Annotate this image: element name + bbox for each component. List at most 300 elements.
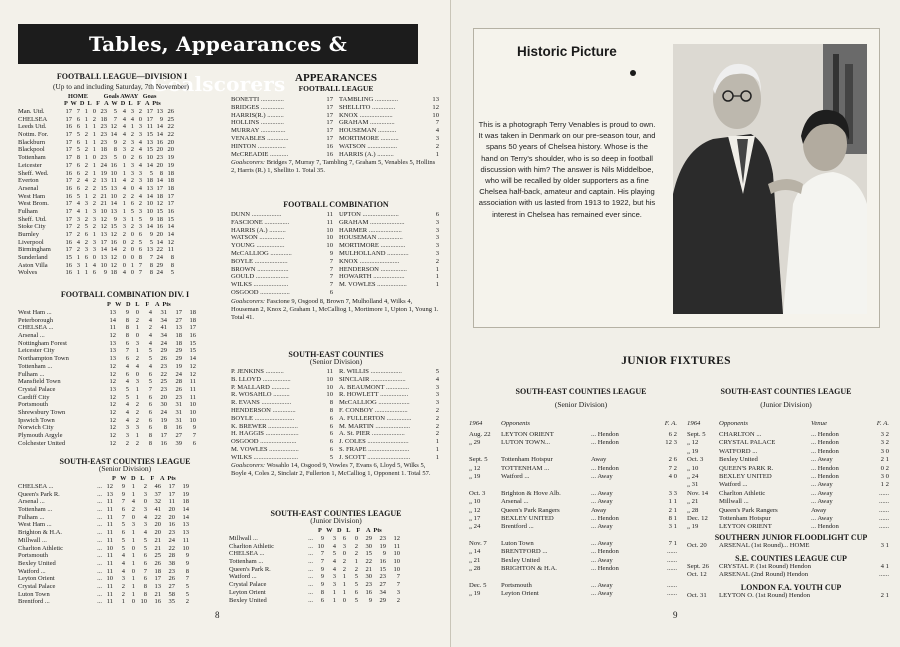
team-name: Fulham [18, 207, 38, 215]
table-cell: 2 [135, 408, 139, 416]
table-cell: 8 [143, 590, 147, 598]
table-cell: 23 [365, 581, 372, 589]
table-cell: 6 [342, 535, 346, 542]
player-count: 7 [329, 265, 333, 273]
fixture-row [469, 582, 684, 590]
div1-subtitle: (Up to and including Saturday, 7th November) [53, 82, 189, 91]
sec-senior-subtitle: (Senior Division) [98, 464, 152, 473]
sec-app-list [231, 368, 441, 462]
player-name: R. WILLIS ................... [339, 368, 402, 375]
table-cell: 30 [365, 542, 372, 550]
page-number-left: 8 [215, 610, 220, 620]
fixture-cell: 1964 [687, 420, 701, 427]
table-cell: 17 [100, 238, 107, 246]
table-row [18, 401, 228, 409]
table-row [18, 239, 228, 247]
table-cell: 3 [122, 223, 126, 231]
table-cell: 0 [130, 184, 134, 192]
player-count: 6 [329, 422, 333, 430]
table-cell: 5 [185, 590, 189, 598]
table-cell: 2 [396, 596, 400, 604]
team-name: Blackpool [18, 146, 45, 154]
table-cell: 17 [167, 200, 174, 208]
table-cell: 1 [122, 207, 126, 215]
table-cell: 8 [149, 261, 153, 269]
team-name: Crystal Palace [18, 582, 56, 590]
table-cell: 2 [76, 223, 80, 231]
table-cell: 20 [168, 506, 175, 514]
fixture-cell: ... Hendon [591, 439, 619, 447]
comb-title: FOOTBALL COMBINATION DIV. I [60, 290, 190, 299]
table-cell: 4 [125, 378, 129, 386]
fixture-cell [469, 448, 501, 456]
player-name: WILKS ..................... [231, 281, 289, 289]
team-name: Charlton Athletic [18, 544, 63, 552]
table-cell: 0 [130, 269, 134, 277]
table-cell: 24 [160, 339, 167, 347]
table-cell: 4 [121, 559, 125, 567]
table-cell: 7 [192, 432, 196, 439]
player-name: M. VOWLES .................. [339, 281, 407, 289]
fixture-cell: ...... [878, 571, 889, 579]
table-cell: 1 [342, 588, 346, 596]
table-cell: 5 [130, 207, 134, 215]
table-cell: 18 [156, 215, 163, 223]
table-row [18, 123, 228, 131]
table-cell: 20 [160, 393, 167, 401]
fixture-row [469, 515, 684, 523]
table-cell: ... [97, 544, 102, 552]
table-cell: 4 [332, 542, 336, 550]
table-cell: 6 [125, 339, 129, 347]
table-cell: 2 [76, 231, 80, 238]
fixture-cell: ... Away [591, 489, 613, 497]
table-row [18, 177, 228, 185]
team-name: Sheff. Utd. [18, 215, 47, 223]
table-cell: 13 [110, 207, 117, 215]
fixture-cell: „ 10 [469, 498, 481, 506]
right-page [450, 0, 900, 647]
table-cell: 18 [110, 269, 117, 277]
fixture-cell: 3 0 [880, 472, 889, 480]
table-cell: 6 [84, 254, 88, 262]
table-cell: 11 [146, 123, 153, 131]
list-item [231, 430, 441, 438]
table-cell: 2 [125, 439, 129, 447]
team-name: Leicester City [18, 347, 55, 355]
table-cell: 13 [146, 246, 153, 254]
fixture-cell: Venue [811, 420, 827, 427]
table-cell: 2 [84, 215, 88, 223]
junior-fixtures-title: JUNIOR FIXTURES [621, 355, 731, 367]
table-cell: 22 [167, 123, 174, 131]
player-name: M. MARTIN ..................... [339, 422, 411, 430]
table-cell: 2 [130, 192, 134, 200]
fixture-cell: TOTTENHAM ... [501, 464, 550, 472]
player-name: SINCLAIR ..................... [339, 375, 406, 383]
table-cell: 13 [154, 582, 161, 590]
table-row [18, 154, 228, 162]
table-cell: 4 [138, 161, 142, 169]
table-cell: 12 [189, 362, 196, 370]
list-item [231, 135, 441, 143]
fixture-row [469, 590, 684, 598]
team-name: Watford ... [229, 573, 257, 581]
fixture-row [687, 507, 897, 515]
table-cell: 18 [167, 169, 174, 177]
table-row [18, 394, 228, 402]
table-cell: 2 [92, 184, 96, 192]
fixture-cell: Opponents [719, 420, 748, 427]
team-name: CHELSEA ... [18, 483, 54, 490]
fixture-cell: 1 2 [880, 481, 889, 489]
fixture-row [469, 540, 684, 548]
table-cell: 27 [175, 432, 182, 439]
player-count: 8 [329, 406, 333, 414]
table-cell: 6 [354, 588, 358, 596]
table-cell: 27 [168, 582, 175, 590]
table-cell: 17 [65, 131, 72, 139]
table-cell: 21 [100, 200, 107, 208]
table-cell: 10 [189, 416, 196, 424]
list-item [231, 119, 441, 127]
table-cell: 23 [100, 131, 107, 139]
table-row [229, 535, 444, 543]
table-cell: 26 [175, 385, 182, 393]
table-cell: 29 [379, 596, 386, 604]
table-cell: 4 [121, 552, 125, 560]
player-name: GRAHAM ............... [339, 119, 395, 127]
table-cell: 11 [109, 324, 116, 332]
table-row [18, 371, 228, 379]
table-cell: 12 [110, 123, 117, 131]
comb-table [18, 309, 228, 447]
table-cell: 32 [154, 498, 161, 506]
table-cell: 1 [76, 269, 80, 277]
table-cell: 0 [131, 544, 135, 552]
table-cell: 7 [149, 254, 153, 262]
table-cell: 24 [156, 269, 163, 277]
table-cell: 11 [106, 552, 113, 560]
table-cell: 12 [109, 362, 116, 370]
team-name: West Ham ... [18, 521, 52, 529]
team-name: Arsenal ... [18, 332, 45, 340]
table-cell: 18 [100, 115, 107, 123]
table-cell: 17 [189, 324, 196, 332]
fixture-cell: 8 1 [668, 514, 677, 522]
player-name: J. SCOTT .......................... [339, 453, 411, 461]
fixture-row [469, 498, 684, 506]
table-cell: 14 [100, 246, 107, 254]
table-cell: 18 [175, 339, 182, 347]
fixture-cell: Oct. 3 [469, 489, 486, 497]
table-row [18, 193, 228, 201]
table-cell: 2 [122, 138, 126, 146]
table-cell: 1 [342, 573, 346, 581]
table-cell: 19 [175, 362, 182, 370]
fixture-cell: ... Away [591, 556, 613, 564]
team-name: Charlton Athletic [229, 542, 274, 550]
fixture-cell: 3 1 [880, 542, 889, 549]
table-cell: 3 [143, 521, 147, 529]
fixture-cell: BEXLEY UNITED [719, 472, 772, 480]
fixture-cell: Brentford ... [501, 523, 534, 531]
table-cell: 23 [160, 362, 167, 370]
fixture-cell: CRYSTAL P. (1st Round) Hendon [719, 563, 811, 570]
table-cell: 16 [110, 238, 117, 246]
table-cell: 2 [122, 192, 126, 200]
fixture-row [687, 465, 897, 473]
table-cell: 1 [131, 529, 135, 537]
team-name: Stoke City [18, 223, 46, 231]
table-cell: 2 [135, 439, 139, 447]
table-cell: 6 [76, 184, 80, 192]
player-name: HENDERSON .............. [231, 406, 296, 414]
table-cell: 2 [84, 184, 88, 192]
table-cell: 3 [332, 581, 336, 589]
fixture-cell: „ 28 [469, 565, 481, 573]
fixture-cell: „ 21 [687, 498, 699, 506]
table-cell: 13 [146, 184, 153, 192]
table-cell: 3 [138, 131, 142, 139]
fixture-cell: ... Away [591, 590, 613, 598]
list-item [231, 289, 441, 297]
table-cell: 9 [113, 215, 117, 223]
fixture-cell: Tottenham Hotspur [719, 514, 771, 522]
table-cell: 1 [131, 536, 135, 544]
fixture-row [687, 481, 897, 489]
table-cell: 11 [106, 559, 113, 567]
table-cell: 18 [156, 192, 163, 200]
fixture-cell [501, 448, 591, 456]
table-cell: 1 [131, 575, 135, 583]
player-name: HOUSEMAN ........... [339, 127, 397, 135]
table-cell: 17 [65, 207, 72, 215]
table-cell: 11 [106, 506, 113, 514]
appearances-scorers-label: Goalscorers: [231, 159, 266, 166]
team-name: Crystal Palace [18, 385, 56, 393]
table-cell: ... [97, 513, 102, 521]
fixture-cell: ...... [878, 489, 889, 497]
player-count: 13 [432, 96, 439, 103]
table-cell: 0 [138, 115, 142, 123]
player-count: 11 [326, 211, 333, 218]
table-cell: ... [308, 565, 313, 573]
table-cell: 21 [154, 544, 161, 552]
table-cell: 17 [65, 246, 72, 254]
list-item [231, 96, 441, 104]
sec-junior-subtitle: (Junior Division) [310, 516, 362, 525]
table-cell: 6 [92, 269, 96, 277]
table-cell: 5 [76, 192, 80, 200]
fixture-cell [591, 420, 639, 428]
list-item [231, 454, 441, 462]
table-cell: 12 [109, 332, 116, 340]
table-cell: 9 [320, 565, 324, 573]
table-cell: 17 [65, 115, 72, 123]
table-cell: 2 [92, 115, 96, 123]
table-cell: 9 [125, 309, 129, 316]
table-cell: 5 [332, 550, 336, 558]
list-item [231, 376, 441, 384]
table-cell: 5 [149, 169, 153, 177]
table-cell: 4 [84, 177, 88, 185]
table-cell: 4 [138, 146, 142, 154]
fixture-row [687, 490, 897, 498]
table-cell: 1 [92, 123, 96, 131]
table-cell: 5 [113, 108, 117, 115]
table-cell: 9 [320, 573, 324, 581]
team-name: Aston Villa [18, 261, 48, 269]
table-row [18, 506, 233, 514]
fixture-cell: ... Away [591, 472, 613, 480]
table-cell: 3 [121, 575, 125, 583]
team-name: Tottenham ... [18, 362, 53, 370]
player-name: GOULD .................... [231, 273, 289, 281]
player-name: GRAHAM ..................... [339, 218, 405, 226]
fixture-cell: Away [811, 506, 827, 514]
team-name: Northampton Town [18, 355, 69, 363]
table-row [229, 558, 444, 566]
player-name: OSGOOD .................. [231, 288, 290, 296]
list-item [231, 446, 441, 454]
table-cell: 4 [148, 332, 152, 340]
table-cell: 10 [146, 200, 153, 208]
team-name: Crystal Palace [229, 581, 267, 589]
player-name: HARRIS(R.) .......... [231, 111, 284, 119]
team-name: Tottenham [18, 154, 46, 162]
list-item [231, 266, 441, 274]
sec-junior-title: SOUTH-EAST COUNTIES LEAGUE [270, 509, 402, 518]
fixture-row [469, 557, 684, 565]
table-cell: 4 [122, 123, 126, 131]
table-cell: 14 [182, 513, 189, 521]
table-row [18, 309, 228, 317]
secup-title: S.E. COUNTIES LEAGUE CUP [735, 554, 847, 563]
player-count: 6 [329, 414, 333, 422]
table-cell: 12 [109, 401, 116, 409]
player-count: 3 [435, 249, 439, 257]
table-cell: 0 [342, 550, 346, 558]
team-name: Leeds Utd. [18, 123, 47, 131]
table-cell: ... [308, 596, 313, 604]
table-cell: 16 [65, 169, 72, 177]
table-row [229, 566, 444, 574]
table-cell: 3 [76, 261, 80, 269]
player-name: KNOX .................... [339, 111, 393, 119]
fixture-cell: Away [591, 456, 607, 464]
team-name: Peterborough [18, 316, 54, 324]
div1-title: FOOTBALL LEAGUE—DIVISION I [56, 72, 188, 81]
player-count: 11 [326, 218, 333, 226]
fixture-cell: Tottenham Hotspur [501, 456, 553, 464]
table-cell: 12 [109, 408, 116, 416]
table-cell: 15 [189, 347, 196, 355]
player-count: 17 [326, 103, 333, 111]
table-cell: 30 [365, 573, 372, 581]
table-cell: 10 [393, 565, 400, 573]
player-name: P. MALLARD ........... [231, 383, 290, 391]
list-item [231, 415, 441, 423]
fixture-cell [591, 448, 639, 456]
table-cell: 11 [106, 598, 113, 606]
comb-app-scorers-text: Fascione 9, Osgood 8, Brown 7, Mulholland 4, Wilks 4, Houseman 2, Knox 2, Graham 1, McCalliog 1, Mortimore 1, Upton 1, Young 1. Total 41. [231, 298, 439, 321]
player-count: 3 [435, 218, 439, 226]
table-cell: 1 [131, 590, 135, 598]
table-cell: 4 [76, 238, 80, 246]
fixture-row [687, 420, 897, 428]
table-cell: 0 [130, 254, 134, 262]
table-cell: 13 [109, 385, 116, 393]
table-cell: 8 [125, 324, 129, 332]
table-cell: 12 [167, 238, 174, 246]
table-cell: 1 [92, 161, 96, 169]
fixture-row [687, 456, 897, 464]
table-cell: 8 [143, 582, 147, 590]
table-cell: 19 [160, 416, 167, 424]
player-count: 5 [435, 368, 439, 375]
table-cell: 0 [135, 309, 139, 316]
table-cell: 13 [109, 355, 116, 363]
table-cell: 18 [167, 177, 174, 185]
table-cell: 8 [320, 588, 324, 596]
table-cell: 17 [167, 192, 174, 200]
table-cell: 16 [65, 269, 72, 277]
table-cell: 0 [122, 254, 126, 262]
fixture-cell: Oct. 31 [687, 592, 707, 599]
sec-senior-table [18, 483, 233, 606]
table-cell: 17 [65, 154, 72, 162]
fixture-cell [469, 481, 501, 489]
player-name: S. FRAPE ......................... [339, 445, 410, 453]
fixture-row [469, 507, 684, 515]
player-name: DUNN .................. [231, 211, 282, 218]
fixture-cell: „ 12 [687, 439, 699, 447]
table-cell: 6 [143, 575, 147, 583]
appearances-subtitle: FOOTBALL LEAGUE [298, 84, 374, 93]
table-row [18, 552, 233, 560]
player-count: 10 [326, 242, 333, 250]
player-count: 2 [435, 414, 439, 422]
table-cell: 17 [65, 231, 72, 238]
sec-app-subtitle: (Senior Division) [309, 357, 363, 366]
table-cell: 1 [92, 131, 96, 139]
fixture-cell: ... Away [591, 498, 613, 506]
list-item [231, 151, 441, 159]
table-cell: 11 [106, 567, 113, 575]
table-cell: 8 [113, 146, 117, 154]
team-name: Fulham ... [18, 370, 45, 378]
table-cell: 4 [122, 184, 126, 192]
table-cell: 8 [149, 269, 153, 277]
page-number-right: 9 [673, 610, 678, 620]
fixture-cell: „ 24 [687, 472, 699, 480]
sec-senior-header: P W D L F A Pts [112, 475, 176, 482]
table-cell: 16 [110, 161, 117, 169]
fixture-cell: Queen's Park Rangers [501, 506, 560, 514]
table-cell: 9 [103, 269, 107, 277]
fixture-cell: „ 19 [469, 590, 481, 598]
table-cell: 23 [156, 154, 163, 162]
fixture-row [469, 465, 684, 473]
table-cell: 29 [160, 347, 167, 355]
table-cell: 5 [170, 269, 174, 277]
fixture-cell: ...... [878, 506, 889, 514]
table-cell: 17 [65, 215, 72, 223]
table-cell: 15 [189, 339, 196, 347]
table-cell: 14 [156, 123, 163, 131]
player-name: HOUSEMAN ............... [339, 234, 403, 242]
